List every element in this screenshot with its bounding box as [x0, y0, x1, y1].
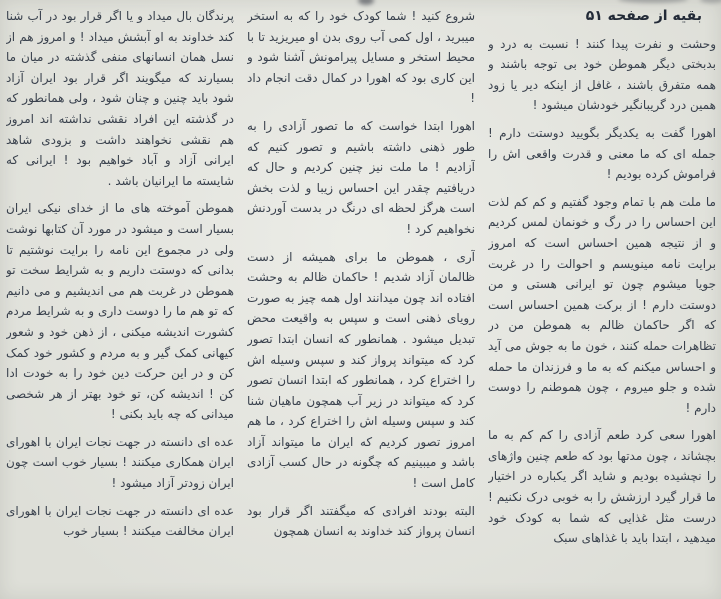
paragraph: وحشت و نفرت پیدا کنند ! نسبت به درد و بدبختی دیگر هموطن خود بی توجه باشند و همه متفرق باشند ، غافل از اینکه دیر یا زود همین درد گریبانگیر خودشان میشود !	[488, 36, 716, 113]
scan-smudge	[358, 0, 374, 5]
paragraph: اهورا ابتدا خواست که ما تصور آزادی را به طور ذهنی داشته باشیم و تصور کنیم که آزادیم ! ما ملت نیز چنین کردیم و حال که دریافتیم چقدر این احساس زیبا و لذت بخش است هرگز لحظه ای درنگ در بدست آوردنش نخواهیم کرد !	[247, 118, 475, 236]
continued-from-page-header: بقیه از صفحه ۵۱	[585, 8, 702, 24]
paragraph: اهورا گفت به یکدیگر بگویید دوستت دارم ! جمله ای که ما معنی و قدرت واقعی اش را فراموش کرده بودیم !	[488, 125, 716, 182]
paragraph: عده ای دانسته در جهت نجات ایران با اهورای ایران همکاری میکنند ! بسیار خوب است چون ایران زودتر آزاد میشود !	[6, 434, 234, 491]
scan-smudge	[700, 0, 721, 3]
paragraph: عده ای دانسته در جهت نجات ایران با اهورای ایران مخالفت میکنند ! بسیار خوب	[6, 503, 234, 539]
paragraph: ما ملت هم با تمام وجود گفتیم و کم کم لذت این احساس را در رگ و خونمان لمس کردیم و از نتیجه همین احساس است که امروز برایت نامه مینویسم و احوالت را در غربت جویا میشوم چون تو ایرانی هستی و من دوستت دارم ! از برکت همین احساس است که اگر حاکمان ظالم به هموطن من در تظاهرات حمله کنند ، خون ما به جوش می آید و احساس میکنم که به ما و فرزندان ما حمله شده و جلو میروم ، چون هموطنم را دوست دارم !	[488, 194, 716, 415]
scan-smudge	[618, 0, 688, 3]
paragraph: شروع کنید ! شما کودک خود را که به استخر میبرید ، اول کمی آب روی بدن او میریزید تا با محیط استخر و مسایل پیرامونش آشنا شود و این کاری بود که اهورا در کمال دقت انجام داد !	[247, 9, 475, 106]
paragraph: آری ، هموطن ما برای همیشه از دست ظالمان آزاد شدیم ! حاکمان ظالم به وحشت افتاده اند چون میدانند اول همه چیز به صورت رویای ذهنی است و سپس به واقیعت محض تبدیل میشود . همانطور که انسان ابتدا تصور کرد که میتواند پرواز کند و سپس وسیله اش را اختراع کرد ، همانطور که ابتدا انسان تصور کرد که میتواند در زیر آب همچون ماهیان شنا کند و سپس وسیله اش را اختراع کرد ، ما هم امروز تصور کردیم که ایران ما میتواند آزاد باشد و میبینیم که چگونه در حال کسب آزادی کامل است !	[247, 249, 475, 491]
paragraph: البته بودند افرادی که میگفتند اگر قرار بود انسان پرواز کند خداوند به انسان همچون	[247, 503, 475, 539]
paragraph: هموطن آموخته های ما از خدای نیکی ایران بسیار است و میشود در مورد آن کتابها نوشت ولی در مجموع این نامه را برایت نوشتیم تا بدانی که دوستت داریم و به شرایط سخت تو هموطن در غربت هم می اندیشیم و می دانیم که تو هم ما را دوست داری و به شرایط مردم کشورت اندیشه میکنی ، از ذهن خود و شعور کیهانی کمک گیر و به مردم و کشور خود کمک کن و در این حرکت دین خود را به خودت ادا کن ! اندیشه کن، تو خود بهتر از هر شخصی میدانی که چه باید بکنی !	[6, 201, 234, 422]
paragraph: پرندگان بال میداد و یا اگر قرار بود در آب شنا کند خداوند به او آبشش میداد ! و امروز هم از نسل همان انسانهای منفی گذشته در میان ما بسیارند که میگویند اگر قرار بود ایران آزاد شود باید چنین و چنان شود ، ولی همانطور که در گذشته این افراد نقشی نداشته اند امروز هم نقشی نخواهند داشت و بزودی شاهد ایرانی آزاد و آباد خواهیم بود ! ایرانی که شایسته ما ایرانیان باشد .	[6, 9, 234, 188]
text-column-left	[6, 6, 234, 595]
paragraph: اهورا سعی کرد طعم آزادی را کم کم به ما بچشاند ، چون مدتها بود که طعم چنین واژهای را نچشیده بودیم و شاید اگر یکباره در اختیار ما قرار گیرد ارزشش را به خوبی درک نکنیم ! درست مثل غذایی که شما به کودک خود میدهید ، ابتدا باید با غذاهای سبک	[488, 428, 716, 546]
text-column-right	[488, 6, 716, 595]
text-column-middle	[247, 6, 475, 595]
